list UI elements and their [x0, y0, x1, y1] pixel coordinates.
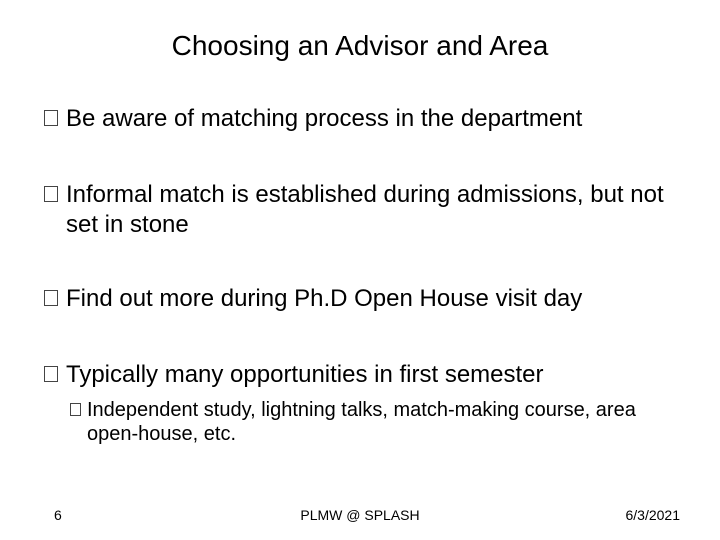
bullet-item [44, 104, 684, 134]
bullet-text: Informal match is established during admissions, but not set in stone [66, 181, 664, 238]
square-bullet-icon [44, 284, 66, 314]
sub-bullet-item [70, 398, 680, 446]
footer-date: 6/3/2021 [625, 507, 680, 523]
square-bullet-icon [44, 104, 66, 134]
sub-bullet-text: Independent study, lightning talks, match-making course, area open-house, etc. [87, 399, 636, 445]
square-bullet-icon [70, 398, 88, 422]
bullet-text: Find out more during Ph.D Open House visit day [66, 285, 583, 312]
bullet-text: Be aware of matching process in the department [66, 105, 583, 132]
bullet-item [44, 180, 684, 240]
footer-center-text: PLMW @ SPLASH [300, 507, 420, 523]
square-bullet-icon [44, 180, 66, 210]
bullet-item [44, 360, 684, 390]
square-bullet-icon [44, 360, 66, 390]
slide-title: Choosing an Advisor and Area [171, 30, 549, 61]
bullet-item [44, 284, 684, 314]
bullet-text: Typically many opportunities in first semester [66, 361, 544, 388]
footer-page-number: 6 [54, 507, 62, 523]
